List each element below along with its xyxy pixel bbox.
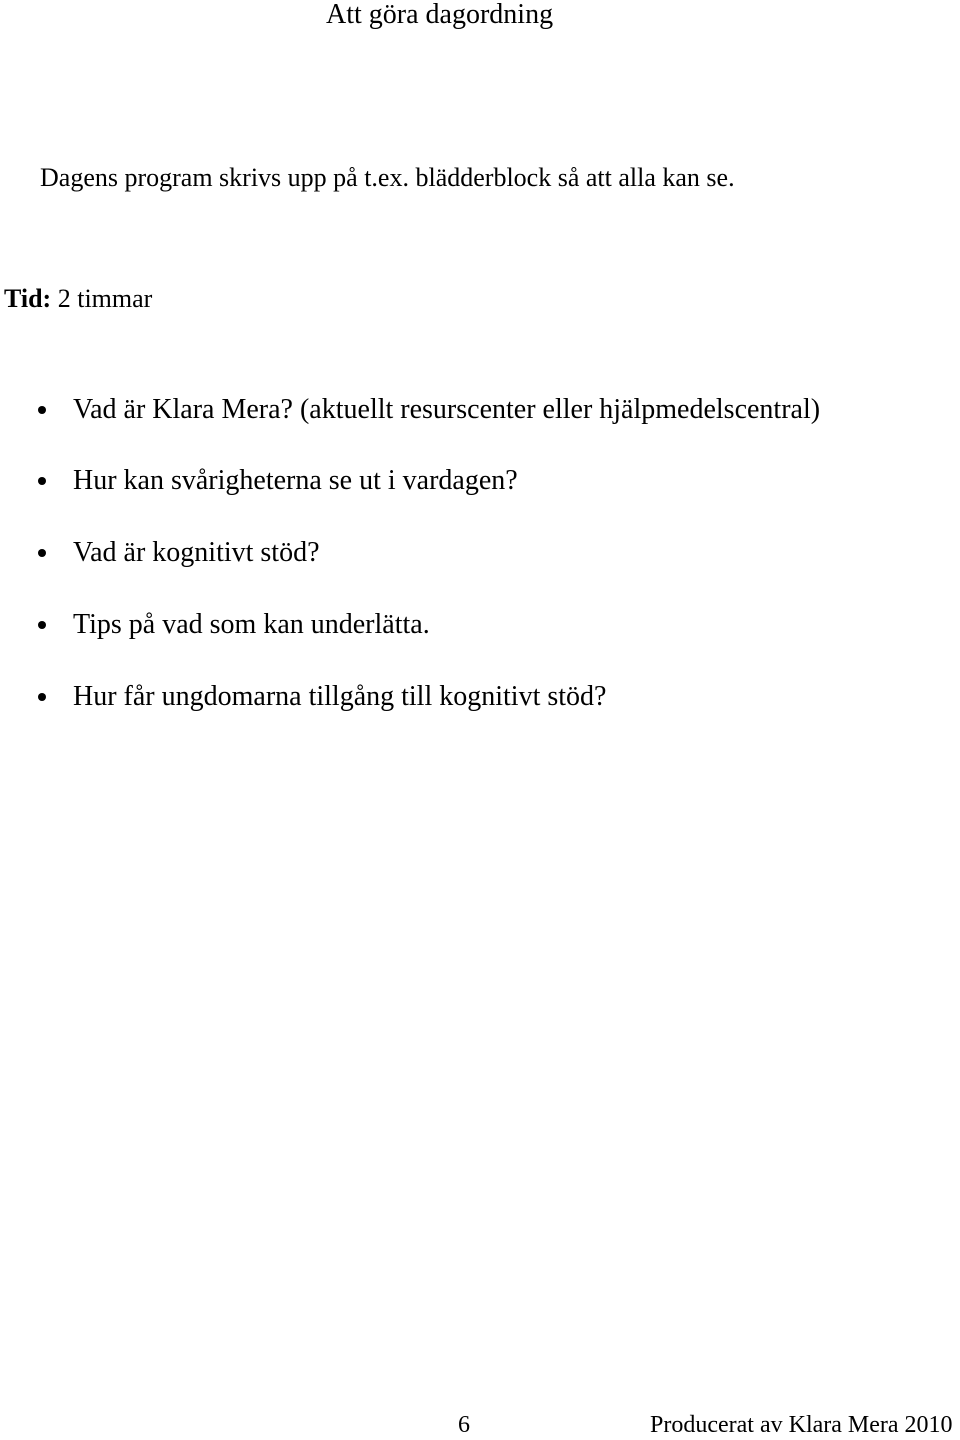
time-label: Tid:	[4, 284, 52, 313]
bullet-icon	[38, 693, 46, 701]
list-item	[0, 392, 960, 428]
list-item-text: Vad är kognitivt stöd?	[73, 537, 320, 568]
list-item-text: Vad är Klara Mera? (aktuellt resurscenter eller hjälpmedelscentral)	[73, 394, 821, 425]
bullet-icon	[38, 549, 46, 557]
page-number: 6	[458, 1412, 470, 1438]
time-line	[4, 284, 152, 314]
list-item	[0, 463, 960, 499]
list-item-text: Hur får ungdomarna tillgång till kognitivt stöd?	[73, 681, 607, 712]
footer-credit: Producerat av Klara Mera 2010	[650, 1412, 953, 1438]
intro-paragraph: Dagens program skrivs upp på t.ex. blädderblock så att alla kan se.	[40, 163, 735, 192]
page-title: Att göra dagordning	[326, 0, 554, 30]
time-value: 2 timmar	[57, 284, 153, 313]
list-item-text: Tips på vad som kan underlätta.	[73, 609, 430, 640]
list-item-text: Hur kan svårigheterna se ut i vardagen?	[73, 465, 518, 496]
list-item	[0, 535, 960, 571]
list-item	[0, 607, 960, 643]
bullet-icon	[38, 621, 46, 629]
bullet-icon	[38, 477, 46, 485]
list-item	[0, 679, 960, 715]
bullet-icon	[38, 406, 46, 414]
